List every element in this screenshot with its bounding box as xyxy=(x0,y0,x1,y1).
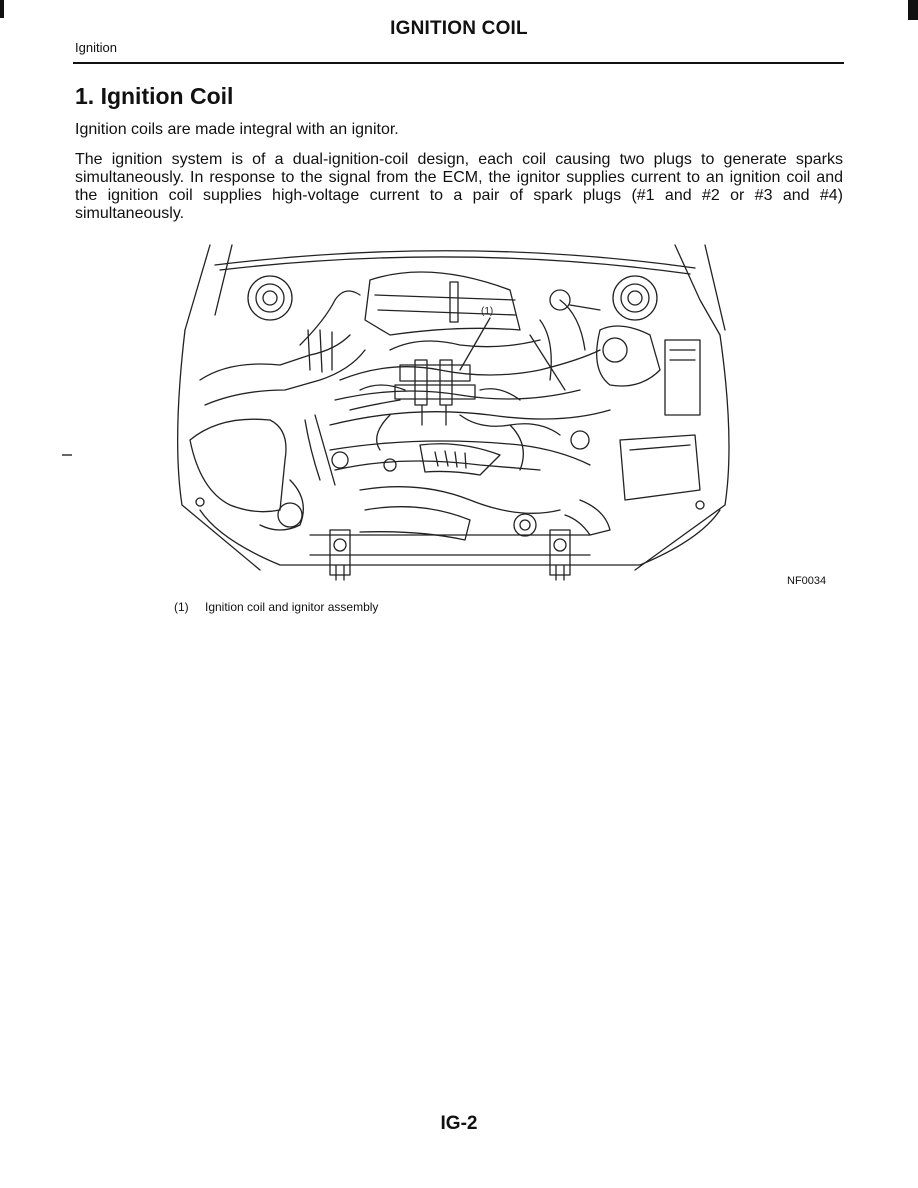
header-rule xyxy=(73,62,844,64)
figure-id: NF0034 xyxy=(787,575,827,587)
binding-mark-left xyxy=(0,0,4,18)
section-heading: 1. Ignition Coil xyxy=(75,83,234,109)
body-paragraph-2: The ignition system is of a dual-ignition-coil design, each coil causing two plugs to generate sparks simultaneously. In response to the signal from the ECM, the ignitor supplies current to an ignition coil and the ignition coil supplies high-voltage current to a pair of spark plugs (#1 and #2 or #3 and #4) simultaneously. xyxy=(75,151,843,222)
body-paragraph-1: Ignition coils are made integral with an ignitor. xyxy=(75,121,399,138)
page-number: IG-2 xyxy=(440,1113,478,1134)
binding-mark-right xyxy=(908,0,918,20)
figure-caption xyxy=(174,600,378,614)
engine-bay-illustration xyxy=(160,240,740,585)
page-header-title: IGNITION COIL xyxy=(390,18,528,39)
section-label: Ignition xyxy=(75,40,117,55)
figure-callout-1: (1) xyxy=(481,306,494,317)
scan-speck xyxy=(62,454,72,456)
caption-text: Ignition coil and ignitor assembly xyxy=(205,600,379,614)
caption-number: (1) xyxy=(174,600,189,614)
